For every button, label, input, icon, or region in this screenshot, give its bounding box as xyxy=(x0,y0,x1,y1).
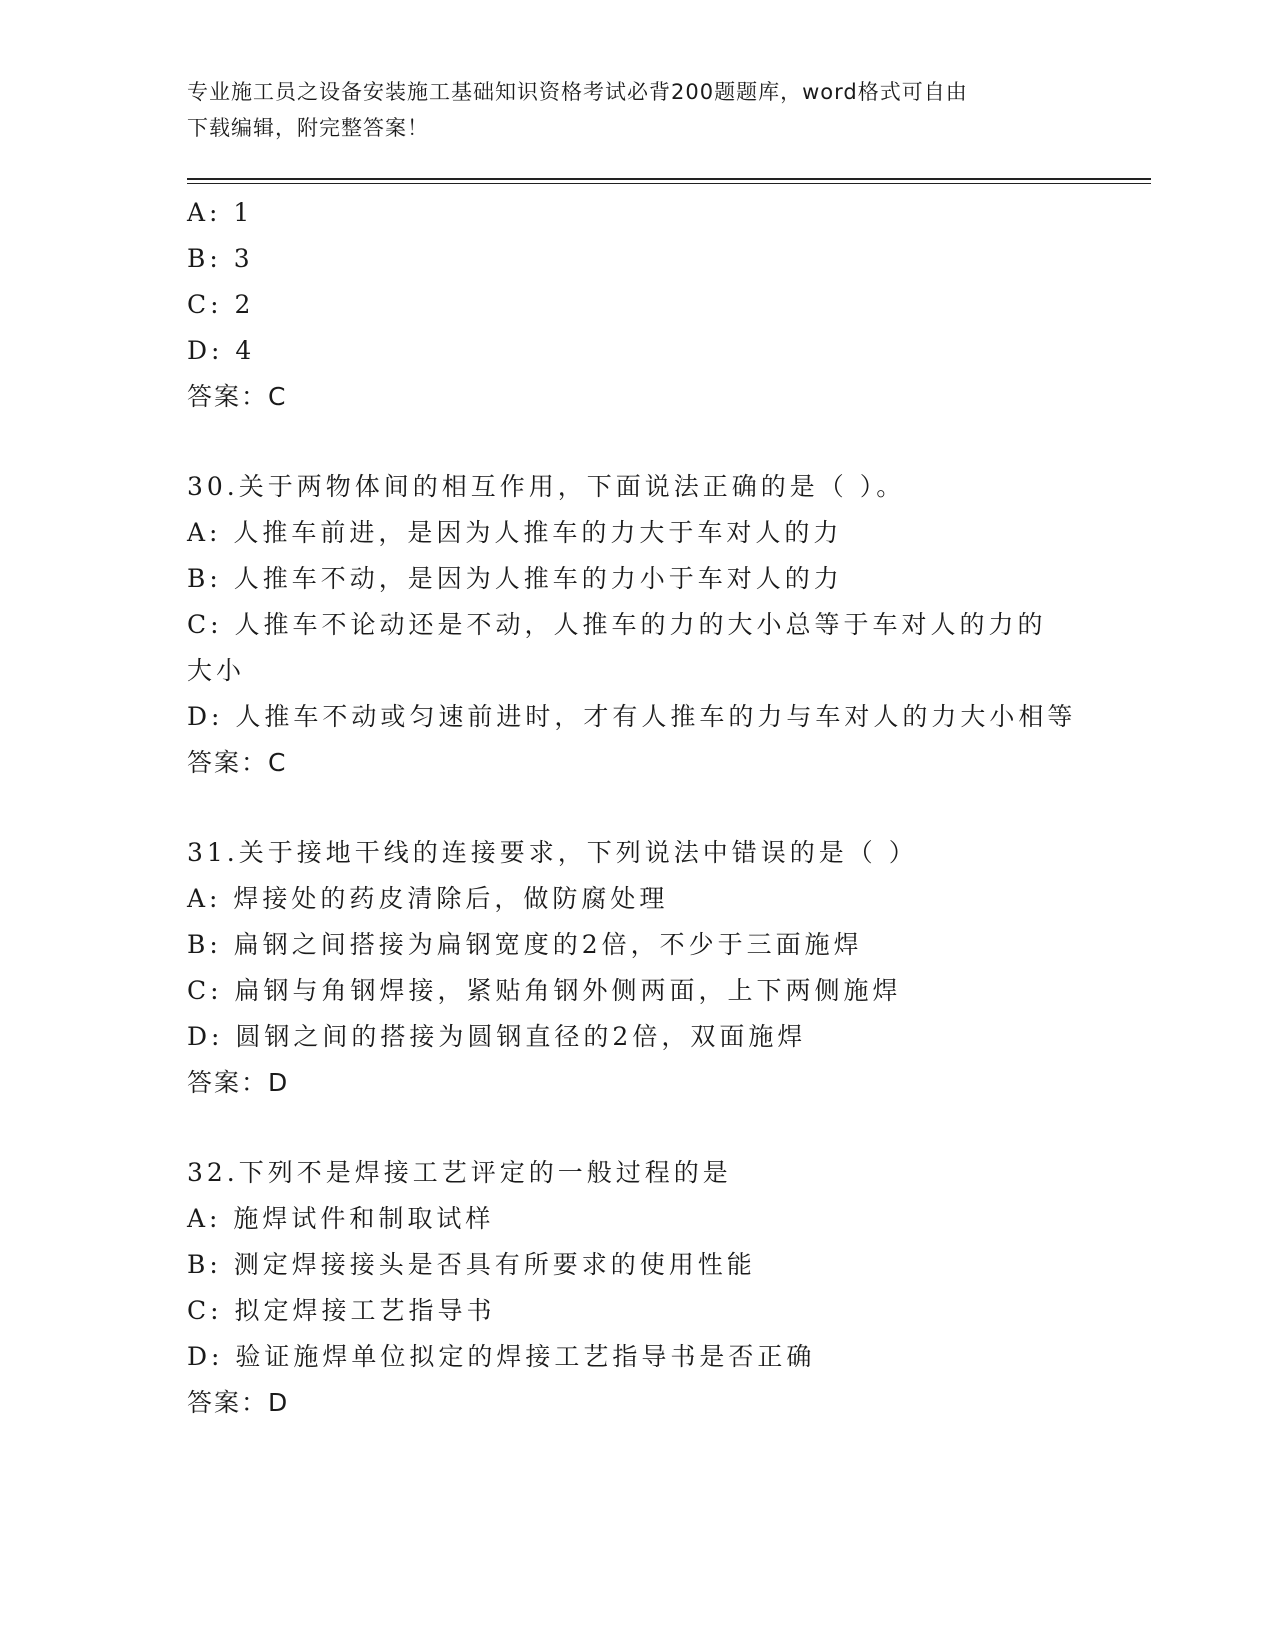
answer-line: 答案：D xyxy=(187,1388,290,1417)
question-stem: 30.关于两物体间的相互作用，下面说法正确的是（ ）。 xyxy=(187,472,906,501)
option-d: D: 4 xyxy=(187,336,256,365)
option-a: A: 焊接处的药皮清除后，做防腐处理 xyxy=(187,884,669,913)
answer-line: 答案：D xyxy=(187,1068,290,1097)
question-31 xyxy=(187,830,1087,1106)
option-b: B: 人推车不动，是因为人推车的力小于车对人的力 xyxy=(187,564,843,593)
option-b: B: 3 xyxy=(187,244,254,273)
option-a: A: 1 xyxy=(187,198,254,227)
option-c: C: 人推车不论动还是不动，人推车的力的大小总等于车对人的力的大小 xyxy=(187,610,1047,685)
header-line-1: 专业施工员之设备安装施工基础知识资格考试必背200题题库，word格式可自由 xyxy=(187,80,968,104)
question-29-continued xyxy=(187,190,1087,420)
option-c: C: 拟定焊接工艺指导书 xyxy=(187,1296,496,1325)
option-d: D: 圆钢之间的搭接为圆钢直径的2倍，双面施焊 xyxy=(187,1022,807,1051)
spacer xyxy=(187,786,1087,830)
spacer xyxy=(187,1106,1087,1150)
question-list xyxy=(187,190,1087,1426)
option-b: B: 扁钢之间搭接为扁钢宽度的2倍，不少于三面施焊 xyxy=(187,930,863,959)
spacer xyxy=(187,420,1087,464)
question-stem: 32.下列不是焊接工艺评定的一般过程的是 xyxy=(187,1158,732,1187)
document-header xyxy=(187,74,1067,146)
option-c: C: 2 xyxy=(187,290,255,319)
option-b: B: 测定焊接接头是否具有所要求的使用性能 xyxy=(187,1250,756,1279)
option-a: A: 人推车前进，是因为人推车的力大于车对人的力 xyxy=(187,518,843,547)
question-stem: 31.关于接地干线的连接要求，下列说法中错误的是（ ） xyxy=(187,838,918,867)
answer-line: 答案：C xyxy=(187,748,288,777)
question-30 xyxy=(187,464,1087,786)
option-a: A: 施焊试件和制取试样 xyxy=(187,1204,495,1233)
header-divider-thick xyxy=(187,178,1151,180)
question-32 xyxy=(187,1150,1087,1426)
header-divider-thin xyxy=(187,183,1151,184)
option-d: D: 验证施焊单位拟定的焊接工艺指导书是否正确 xyxy=(187,1342,816,1371)
header-line-2: 下载编辑，附完整答案！ xyxy=(187,116,429,140)
option-d: D: 人推车不动或匀速前进时，才有人推车的力与车对人的力大小相等 xyxy=(187,702,1077,731)
option-c: C: 扁钢与角钢焊接，紧贴角钢外侧两面，上下两侧施焊 xyxy=(187,976,902,1005)
answer-line: 答案：C xyxy=(187,382,288,411)
